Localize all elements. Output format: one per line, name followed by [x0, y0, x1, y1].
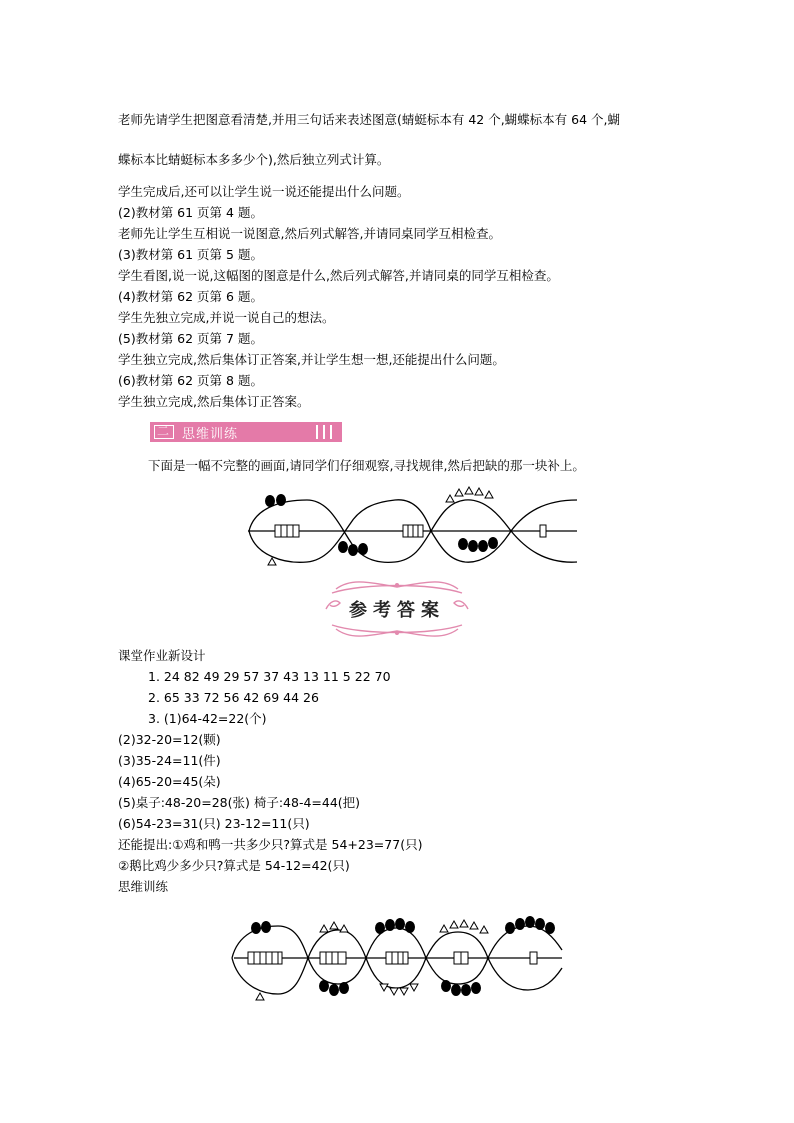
answer-3: 3. (1)64-42=22(个) [148, 711, 267, 726]
instruction-text: 下面是一幅不完整的画面,请同学们仔细观察,寻找规律,然后把缺的那一块补上。 [148, 458, 585, 473]
section-header-bar [150, 422, 342, 442]
section-decor-tick [323, 425, 325, 439]
paragraph-1b: 蝶标本比蜻蜓标本多多少个),然后独立列式计算。 [118, 152, 390, 167]
section-decor-tick [316, 425, 318, 439]
answer-6: (4)65-20=45(朵) [118, 774, 221, 789]
answer-heading [322, 579, 472, 639]
answer-9: 还能提出:①鸡和鸭一共多少只?算式是 54+23=77(只) [118, 837, 423, 852]
paragraph-6: 学生看图,说一说,这幅图的图意是什么,然后列式解答,并请同桌的同学互相检查。 [118, 268, 559, 283]
answer-10: ②鹅比鸡少多少只?算式是 54-12=42(只) [118, 858, 350, 873]
paragraph-8: 学生先独立完成,并说一说自己的想法。 [118, 310, 335, 325]
puzzle-figure [245, 486, 580, 570]
section-title: 思维训练 [182, 427, 239, 442]
paragraph-7: (4)教材第 62 页第 6 题。 [118, 289, 263, 304]
answer-heading-text: 参考答案 [349, 600, 445, 621]
answer-4: (2)32-20=12(颗) [118, 732, 221, 747]
answer-7: (5)桌子:48-20=28(张) 椅子:48-4=44(把) [118, 795, 361, 810]
paragraph-3: (2)教材第 61 页第 4 题。 [118, 205, 263, 220]
paragraph-9: (5)教材第 62 页第 7 题。 [118, 331, 263, 346]
answer-11: 思维训练 [118, 879, 169, 894]
section-header [150, 422, 342, 442]
answer-8: (6)54-23=31(只) 23-12=11(只) [118, 816, 310, 831]
paragraph-5: (3)教材第 61 页第 5 题。 [118, 247, 263, 262]
paragraph-2: 学生完成后,还可以让学生说一说还能提出什么问题。 [118, 184, 410, 199]
paragraph-10: 学生独立完成,然后集体订正答案,并让学生想一想,还能提出什么问题。 [118, 352, 505, 367]
puzzle-answer-figure [228, 912, 566, 1004]
section-number: 二 [157, 424, 170, 438]
section-decor-tick [330, 425, 332, 439]
answers-heading: 课堂作业新设计 [118, 648, 206, 663]
answer-2: 2. 65 33 72 56 42 69 44 26 [148, 690, 319, 705]
answer-5: (3)35-24=11(件) [118, 753, 221, 768]
paragraph-11: (6)教材第 62 页第 8 题。 [118, 373, 263, 388]
paragraph-1a: 老师先请学生把图意看清楚,并用三句话来表述图意(蜻蜓标本有 42 个,蝴蝶标本有 64 个,蝴 [118, 112, 621, 127]
paragraph-4: 老师先让学生互相说一说图意,然后列式解答,并请同桌同学互相检查。 [118, 226, 501, 241]
answer-1: 1. 24 82 49 29 57 37 43 13 11 5 22 70 [148, 669, 391, 684]
paragraph-12: 学生独立完成,然后集体订正答案。 [118, 394, 310, 409]
